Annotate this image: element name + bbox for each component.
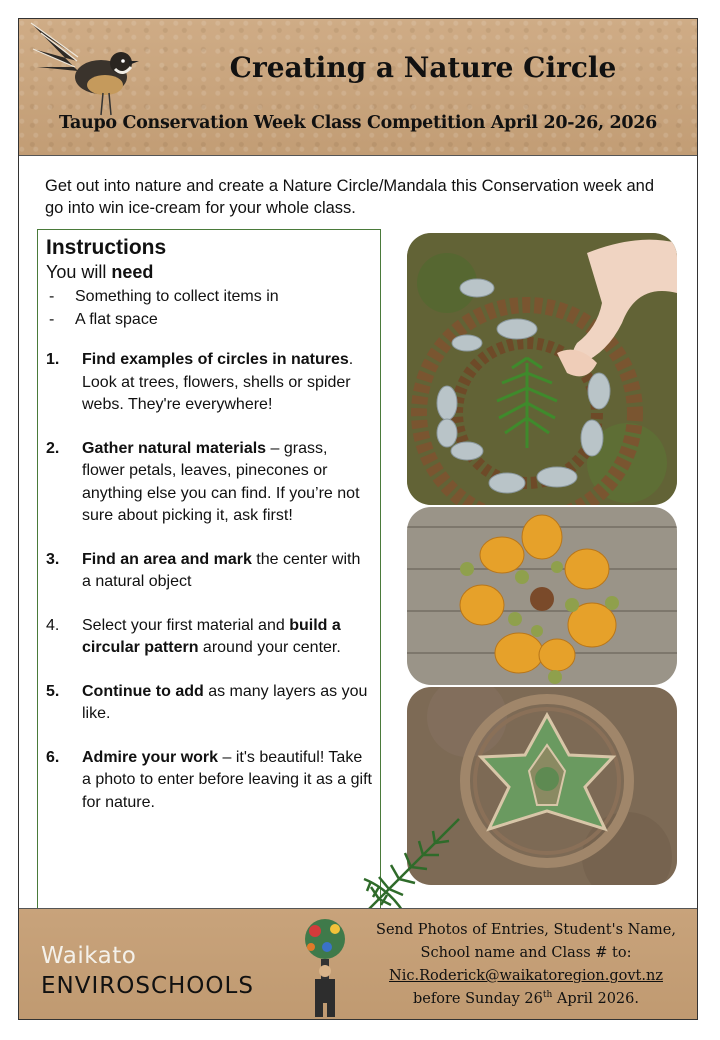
footer-banner bbox=[19, 908, 697, 1019]
fern-icon bbox=[359, 809, 469, 919]
submission-info bbox=[359, 919, 693, 1011]
needs-list bbox=[46, 285, 372, 331]
step-number: 3. bbox=[46, 550, 60, 568]
step-item bbox=[46, 349, 372, 417]
step-bold: build a circular pattern bbox=[82, 616, 341, 656]
need-line bbox=[46, 260, 372, 284]
step-item bbox=[46, 549, 372, 594]
step-item bbox=[46, 438, 372, 528]
step-number: 2. bbox=[46, 439, 60, 457]
step-bold: Gather natural materials bbox=[82, 439, 267, 457]
logo-waikato: Waikato bbox=[41, 943, 137, 969]
step-bold: Continue to add bbox=[82, 682, 204, 700]
need-bold: need bbox=[111, 262, 154, 282]
photo-leaf-circle bbox=[407, 507, 677, 685]
send-line-2: School name and Class # to: bbox=[420, 945, 632, 961]
photo-shell-mandala bbox=[407, 233, 677, 505]
need-item-text: Something to collect items in bbox=[75, 288, 279, 305]
step-bold: Admire your work bbox=[82, 748, 219, 766]
step-text: the center with a natural object bbox=[82, 550, 361, 590]
header-banner bbox=[19, 19, 697, 156]
poster bbox=[18, 18, 698, 1020]
deadline-sup: th bbox=[542, 990, 553, 1001]
step-item bbox=[46, 615, 372, 660]
intro-text: Get out into nature and create a Nature Circle/Mandala this Conservation week and go into win ice-cream for your whole class. bbox=[45, 177, 655, 217]
send-line-1: Send Photos of Entries, Student's Name, bbox=[376, 922, 676, 938]
step-text: . Look at trees, flowers, shells or spider webs. They're everywhere! bbox=[82, 351, 354, 413]
step-bold: Find an area and mark bbox=[82, 550, 252, 568]
step-item bbox=[46, 681, 372, 726]
step-text: around your center. bbox=[198, 639, 341, 656]
enviroschools-figure-icon bbox=[291, 913, 359, 1017]
step-number: 5. bbox=[46, 682, 60, 700]
deadline-pre: before Sunday 26 bbox=[413, 991, 543, 1007]
step-pre: Select your first material and bbox=[82, 616, 290, 634]
need-prefix: You will bbox=[46, 262, 112, 282]
need-item-text: A flat space bbox=[75, 311, 158, 328]
step-number: 4. bbox=[46, 616, 60, 634]
step-text: – grass, flower petals, leaves, pinecones or anything else you can find. If you’re not sure about picking it, ask first! bbox=[82, 439, 360, 524]
step-number: 1. bbox=[46, 351, 60, 368]
list-item: - Something to collect items in bbox=[49, 288, 279, 305]
deadline-post: April 2026. bbox=[552, 991, 639, 1007]
steps-list bbox=[46, 349, 372, 814]
step-number: 6. bbox=[46, 748, 60, 766]
email-link[interactable]: Nic.Roderick@waikatoregion.govt.nz bbox=[389, 968, 663, 984]
step-text: as many layers as you like. bbox=[82, 682, 368, 722]
instructions-heading: Instructions bbox=[46, 236, 167, 259]
logo-enviroschools: ENVIROSCHOOLS bbox=[41, 973, 254, 999]
deadline-line bbox=[359, 988, 693, 1011]
step-item bbox=[46, 747, 372, 815]
step-text: – it's beautiful! Take a photo to enter before leaving it as a gift for nature. bbox=[82, 748, 372, 811]
list-item: - A flat space bbox=[49, 311, 158, 328]
page-title: Creating a Nature Circle bbox=[229, 51, 617, 84]
page-subtitle: Taupo Conservation Week Class Competition April 20-26, 2026 bbox=[58, 113, 658, 133]
fantail-bird-icon bbox=[23, 19, 143, 119]
step-bold: Find examples of circles in natures bbox=[82, 351, 349, 368]
instructions-box bbox=[37, 229, 381, 919]
